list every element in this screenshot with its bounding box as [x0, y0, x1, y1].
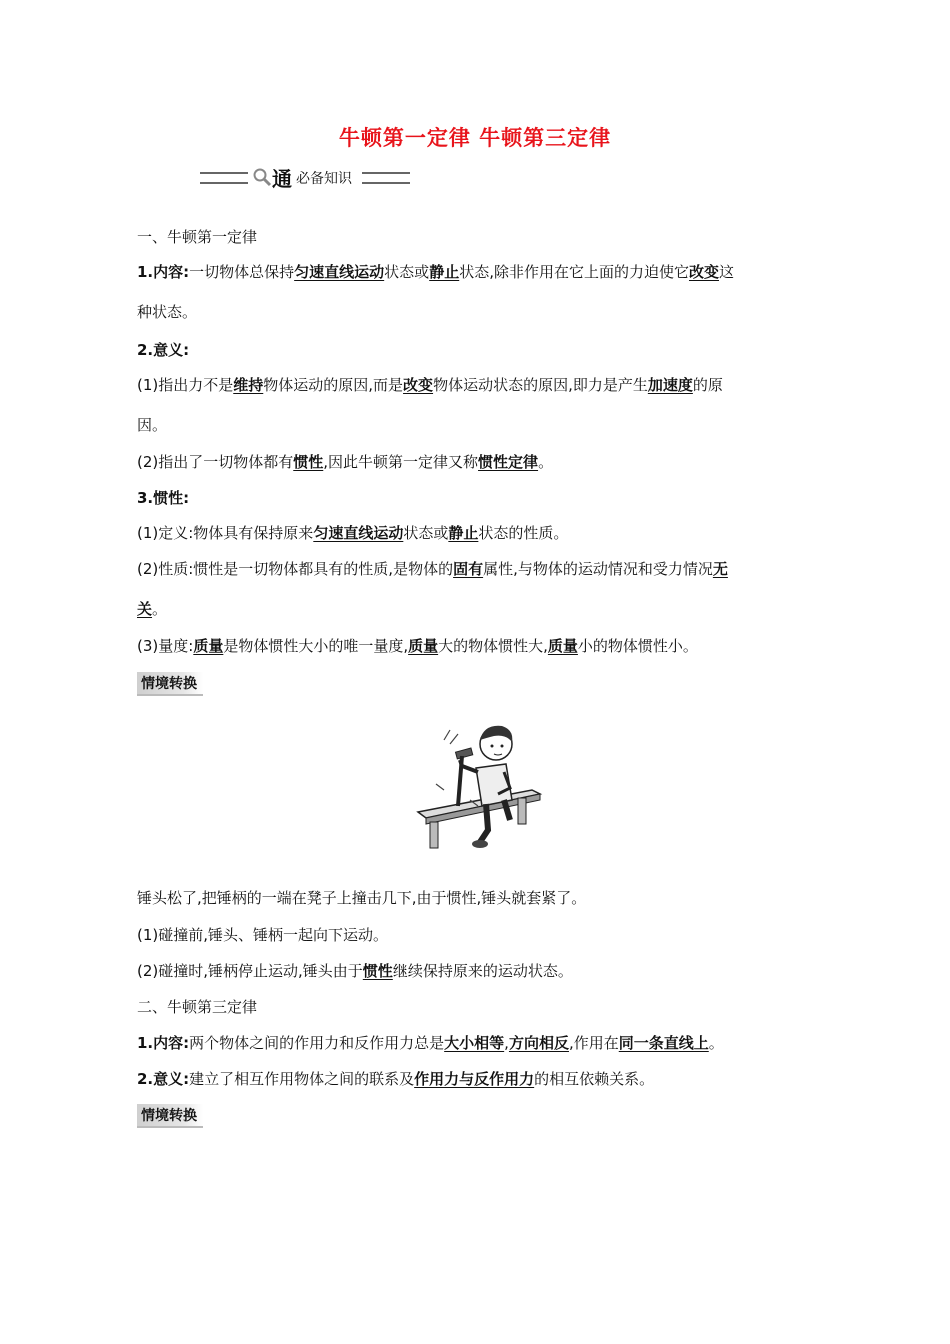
text: 。 — [708, 1034, 724, 1052]
paragraph-meaning-1 — [137, 374, 723, 395]
blank-answer: 静止 — [448, 524, 479, 542]
text: 小的物体惯性小。 — [577, 637, 698, 655]
scenario-1-point-2 — [137, 960, 573, 981]
text: (1)定义:物体具有保持原来 — [137, 524, 314, 542]
text: 建立了相互作用物体之间的联系及 — [189, 1070, 415, 1088]
boy-hammer-illustration — [414, 720, 544, 850]
label-meaning: 2.意义: — [137, 1070, 190, 1088]
blank-answer: 质量 — [408, 637, 439, 655]
text: 物体运动的原因,而是 — [263, 376, 404, 394]
banner-label: 必备知识 — [296, 171, 352, 187]
blank-answer: 静止 — [429, 263, 460, 281]
blank-answer: 关 — [137, 600, 153, 618]
blank-answer: 无 — [712, 560, 728, 578]
text: , — [504, 1034, 509, 1052]
text: 状态或 — [384, 263, 430, 281]
banner-tong: 通 — [272, 167, 292, 191]
text: 继续保持原来的运动状态。 — [392, 962, 573, 980]
text: 状态,除非作用在它上面的力迫使它 — [459, 263, 689, 281]
text: 两个物体之间的作用力和反作用力总是 — [189, 1034, 445, 1052]
blank-answer: 维持 — [233, 376, 264, 394]
blank-answer: 加速度 — [647, 376, 693, 394]
blank-answer: 改变 — [403, 376, 434, 394]
label-content: 1.内容: — [137, 263, 190, 281]
text: 一切物体总保持 — [189, 263, 295, 281]
text: 。 — [152, 600, 168, 618]
section-banner — [200, 163, 415, 191]
paragraph-meaning-2 — [137, 451, 553, 472]
page-title: 牛顿第一定律 牛顿第三定律 — [338, 126, 612, 150]
paragraph-third-law-meaning — [137, 1068, 654, 1089]
text: (2)性质:惯性是一切物体都具有的性质,是物体的 — [137, 560, 454, 578]
heading-inertia: 3.惯性: — [137, 489, 190, 507]
text: 属性,与物体的运动情况和受力情况 — [483, 560, 713, 578]
paragraph-inertia-3 — [137, 635, 698, 656]
paragraph-content-1 — [137, 261, 734, 282]
blank-answer: 改变 — [688, 263, 719, 281]
text: 这 — [719, 263, 735, 281]
blank-answer: 惯性 — [362, 962, 393, 980]
scenario-1-point-1: (1)碰撞前,锤头、锤柄一起向下运动。 — [137, 926, 389, 944]
blank-answer: 匀速直线运动 — [294, 263, 385, 281]
paragraph-third-law-content — [137, 1032, 724, 1053]
blank-answer: 作用力与反作用力 — [414, 1070, 535, 1088]
blank-answer: 质量 — [193, 637, 224, 655]
paragraph-meaning-1-cont: 因。 — [137, 416, 168, 434]
text: (3)量度: — [137, 637, 194, 655]
text: 是物体惯性大小的唯一量度, — [223, 637, 409, 655]
scenario-tag-2: 情境转换 — [137, 1104, 203, 1128]
section-heading-2: 二、牛顿第三定律 — [137, 998, 258, 1016]
magnifier-icon — [252, 167, 272, 187]
paragraph-inertia-2 — [137, 558, 728, 579]
blank-answer: 匀速直线运动 — [313, 524, 404, 542]
blank-answer: 固有 — [453, 560, 484, 578]
text: ,作用在 — [568, 1034, 619, 1052]
label-content: 1.内容: — [137, 1034, 190, 1052]
text: 。 — [538, 453, 554, 471]
scenario-tag-1: 情境转换 — [137, 672, 203, 696]
blank-answer: 大小相等 — [444, 1034, 505, 1052]
text: (1)指出力不是 — [137, 376, 234, 394]
blank-answer: 惯性定律 — [478, 453, 539, 471]
heading-meaning: 2.意义: — [137, 341, 190, 359]
text: ,因此牛顿第一定律又称 — [323, 453, 479, 471]
text: 状态或 — [403, 524, 449, 542]
blank-answer: 惯性 — [293, 453, 324, 471]
text: 的相互依赖关系。 — [534, 1070, 655, 1088]
blank-answer: 质量 — [547, 637, 578, 655]
section-heading-1: 一、牛顿第一定律 — [137, 228, 258, 246]
text: (2)指出了一切物体都有 — [137, 453, 294, 471]
scenario-1-text: 锤头松了,把锤柄的一端在凳子上撞击几下,由于惯性,锤头就套紧了。 — [137, 889, 587, 907]
text: 状态的性质。 — [478, 524, 569, 542]
paragraph-inertia-1 — [137, 522, 568, 543]
blank-answer: 方向相反 — [508, 1034, 569, 1052]
banner-right-rule — [362, 172, 410, 184]
text: (2)碰撞时,锤柄停止运动,锤头由于 — [137, 962, 363, 980]
text: 大的物体惯性大, — [438, 637, 548, 655]
banner-left-rule — [200, 172, 248, 184]
blank-answer: 同一条直线上 — [618, 1034, 709, 1052]
paragraph-content-1-cont: 种状态。 — [137, 303, 198, 321]
text: 物体运动状态的原因,即力是产生 — [433, 376, 648, 394]
text: 的原 — [692, 376, 723, 394]
paragraph-inertia-2-cont — [137, 598, 167, 619]
